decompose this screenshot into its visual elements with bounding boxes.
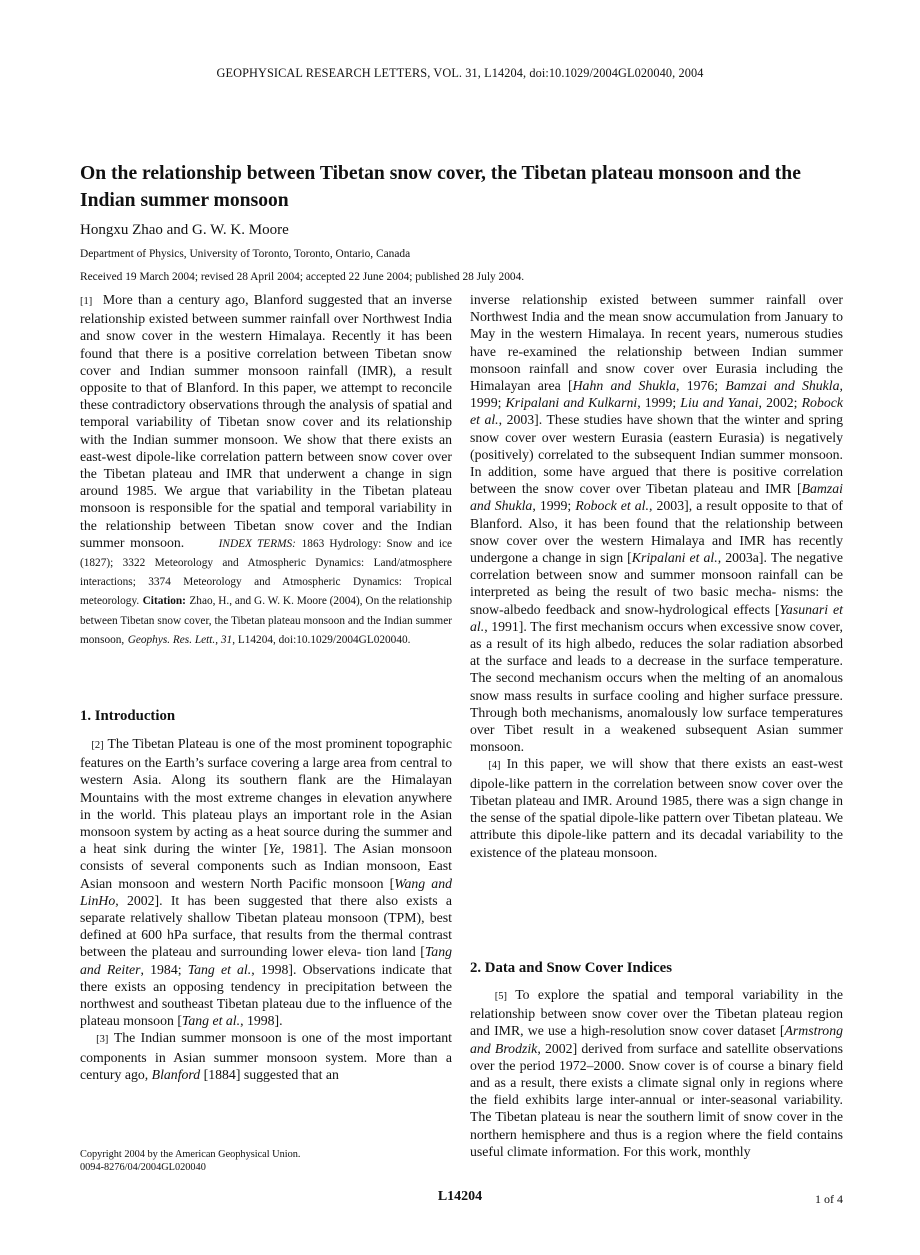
paragraph-text: , 1999; — [470, 378, 843, 411]
right-column-body — [470, 291, 843, 861]
paragraph-number: [4] — [488, 760, 501, 772]
authors: Hongxu Zhao and G. W. K. Moore — [80, 222, 289, 238]
reference: Tang and Reiter — [80, 944, 452, 977]
citation-volume: 31 — [220, 633, 233, 646]
paragraph-text: , 1991]. The first mechanism occurs when excessive snow cover, as a result of its high albedo, reduces the solar radiation absorbed at the surface and leads to a decrease in the surface temperature. The second mechanism occurs when the melting of an anomalous snow mass results in surface cooling and higher surface pressure. Through both mechanisms, anomalously low surface temperatures over Tibet result in a weakened subsequent Asian summer monsoon. — [470, 618, 843, 755]
reference: Liu and Yanai — [680, 395, 759, 411]
issn-line: 0094-8276/04/2004GL020040 — [80, 1162, 206, 1173]
paragraph-text: inverse relationship existed between summer rainfall over Northwest India and the mean snow accumulation from January to May in the western Himalaya. In recent years, numerous studies have re-examined the relationship between Indian summer monsoon rainfall and snow cover over Eurasia including the Himalayan area [ — [470, 292, 843, 394]
page-code: L14204 — [437, 1189, 483, 1204]
paragraph-text: , 1984; — [140, 961, 188, 977]
paragraph-text: , 1998]. Observations indicate that there exists an opposing tendency in precipitation between the northwest and southeast Tibetan plateau due to the influence of the plateau monsoon [ — [80, 961, 453, 1029]
paragraph-number: [2] — [91, 740, 104, 751]
copyright-notice — [80, 1148, 301, 1174]
paragraph-text: To explore the spatial and temporal variability in the relationship between snow cover over the Tibetan plateau region and IMR, we use a high-resolution snow cover dataset [ — [470, 987, 843, 1039]
index-terms: 1863 Hydrology: Snow and ice (1827); 3322 Meteorology and Atmospheric Dynamics: Land/atmosphere interactions; 3374 Meteorology and Atmospheric Dynamics: Tropical meteorology. — [80, 537, 452, 608]
paragraph-text: , 2003], a result opposite to that of Blanford. Also, it has been found that the relationship between snow cover over the western Himalaya and IMR has recently undergone a change in sign [ — [470, 498, 843, 566]
citation-journal: Geophys. Res. Lett. — [127, 633, 216, 646]
paragraph-text: , 2002]. It has been suggested that there also exists a separate relatively shallow Tibetan plateau monsoon (TPM), best defined at 600 hPa surface, that results from the thermal contrast between the plateau and surrounding lower eleva- tion land [ — [80, 892, 452, 960]
section-heading-introduction: 1. Introduction — [80, 708, 176, 724]
paragraph-text: , 2003]. These studies have shown that the winter and spring snow cover over western Eurasia (eastern Eurasia) is negatively (positively) correlated to the subsequent Indian summer monsoon. In addition, some have argued that there is positive correlation between the snow cover over Tibetan plateau and IMR [ — [470, 412, 843, 497]
section-heading-data: 2. Data and Snow Cover Indices — [470, 960, 672, 976]
reference: Bamzai and Shukla — [725, 378, 840, 394]
paragraph-number: [1] — [80, 296, 93, 307]
reference: Robock et al. — [470, 395, 843, 428]
introduction-body — [80, 735, 452, 1083]
citation-tail: , L14204, doi:10.1029/2004GL020040. — [232, 633, 411, 646]
reference: Armstrong and Brodzik — [470, 1023, 843, 1056]
index-terms-label: INDEX TERMS: — [218, 537, 296, 550]
paragraph-text: , 2002] derived from surface and satellite observations over the period 1972–2000. Snow cover is of course a binary field and as a result, there exists a climate signal only in regions where the field exhibits large inter-annual or inter-seasonal variability. The Tibetan plateau is near the southern limit of snow cover in the northern hemisphere and thus is a region where the field contains useful climate information. For this work, monthly — [470, 1040, 843, 1159]
journal-header: GEOPHYSICAL RESEARCH LETTERS, VOL. 31, L14204, doi:10.1029/2004GL020040, 2004 — [216, 66, 704, 80]
paragraph-text: , 1976; — [676, 378, 726, 394]
paragraph-text: The Indian summer monsoon is one of the most important components in Asian summer monsoon system. More than a century ago, — [80, 1030, 452, 1082]
paragraph-number: [5] — [494, 991, 507, 1002]
reference: Kripalani and Kulkarni — [505, 395, 638, 411]
reference: Bamzai and Shukla — [470, 481, 843, 514]
reference: Ye — [268, 841, 281, 857]
reference: Kripalani et al. — [631, 550, 718, 566]
page-number: 1 of 4 — [815, 1192, 843, 1206]
abstract-text: More than a century ago, Blanford suggested that an inverse relationship existed between summer rainfall over Northwest India and snow cover in the western Himalaya. Recently it has been found that there is a positive correlation between Tibetan snow cover and Indian summer monsoon rainfall (IMR), a result opposite to that of Blanford. In this paper, we attempt to reconcile these contradictory observations through the analysis of spatial and temporal variability of Tibetan snow cover and its relationship with the Indian summer monsoon. We show that there exists an east-west dipole-like correlation pattern between snow cover over the Tibetan plateau and IMR that underwent a change in sign around 1985. We argue that variability in the Tibetan plateau monsoon is responsible for the spatial and temporal variability in the relationship between Tibetan snow cover and the Indian summer monsoon. — [80, 292, 452, 550]
paragraph-text: , 1999; — [532, 498, 576, 514]
reference: Wang and LinHo — [80, 875, 452, 908]
reference: Tang et al. — [181, 1013, 241, 1029]
paragraph-text: In this paper, we will show that there exists an east-west dipole-like pattern in the correlation between snow cover over the Tibetan plateau and IMR. Around 1985, there was a sign change in the sense of the spatial dipole-like pattern over Tibetan plateau. We attribute this dipole-like pattern and its decadal variability to the existence of the plateau monsoon. — [470, 756, 843, 860]
paragraph-text: , 1998]. — [240, 1013, 283, 1029]
copyright-line: Copyright 2004 by the American Geophysical Union. — [80, 1149, 301, 1160]
paragraph-text: , 1981]. The Asian monsoon consists of several components such as Indian monsoon, East Asian monsoon and western North Pacific monsoon [ — [80, 841, 453, 891]
paragraph-text: , 2002; — [758, 395, 802, 411]
data-section-body — [470, 986, 843, 1160]
publication-dates: Received 19 March 2004; revised 28 April 2004; accepted 22 June 2004; published 28 July 2004. — [80, 271, 525, 283]
paragraph-text: [1884] suggested that an — [200, 1066, 339, 1082]
paragraph-text: The Tibetan Plateau is one of the most prominent topographic features on the Earth’s surface covering a large area from central to western Asia. Along its southern flank are the Himalayan Mountains with the most extreme changes in elevation anywhere in the world. This plateau plays an important role in the Asian monsoon system by acting as a heat source during the summer and a heat sink during the winter [ — [80, 736, 452, 857]
reference: Hahn and Shukla — [572, 378, 676, 394]
reference: Tang et al. — [187, 961, 252, 977]
paragraph-number: [3] — [96, 1034, 109, 1046]
paper-title: On the relationship between Tibetan snow cover, the Tibetan plateau monsoon and the Indian summer monsoon — [80, 163, 801, 211]
paragraph-text: , 2003a]. The negative correlation between snow and summer monsoon rainfall can be interpreted as being the result of two basic mecha- nisms: the snow-albedo feedback and snow-hydrological effects [ — [470, 550, 844, 617]
citation-text: Zhao, H., and G. W. K. Moore (2004), On the relationship between Tibetan snow cover, the Tibetan plateau monsoon and the Indian summer monsoon, — [80, 595, 453, 646]
paragraph-text: , 1999; — [637, 395, 681, 411]
reference: Robock et al. — [575, 498, 649, 514]
citation-label: Citation: — [142, 595, 186, 608]
affiliation: Department of Physics, University of Toronto, Toronto, Ontario, Canada — [80, 248, 411, 260]
reference: Blanford — [151, 1066, 201, 1082]
reference: Yasunari et al. — [470, 601, 843, 634]
abstract: [1] More than a century ago, Blanford suggested that an inverse relationship existed between summer rainfall over Northwest India and snow cover in the western Himalaya. Recently it has been found that there is a positive correlation between Tibetan snow cover and Indian summer monsoon rainfall (IMR), a result opposite to that of Blanford. In this paper, we attempt to reconcile these contradictory observations through the analysis of spatial and temporal variability of Tibetan snow cover and its relationship with the Indian summer monsoon. We show that there exists an east-west dipole-like correlation pattern between snow cover over the Tibetan plateau and IMR that underwent a change in sign around 1985. We argue that variability in the Tibetan plateau monsoon is responsible for the spatial and temporal variability in the relationship between Tibetan snow cover and the Indian summer monsoon. INDEX TERMS: 1863 Hydrology: Snow and ice (1827); 3322 Meteorology and Atmospheric Dynamics: Land/atmosphere interactions; 3374 Meteorology and Atmospheric Dynamics: Tropical meteorology. Citation: Zhao, H., and G. W. K. Moore (2004), On the relationship between Tibetan snow cover, the Tibetan plateau monsoon and the Indian summer monsoon, Geophys. Res. Lett., 31, L14204, doi:10.1029/2004GL020040. — [80, 292, 453, 646]
